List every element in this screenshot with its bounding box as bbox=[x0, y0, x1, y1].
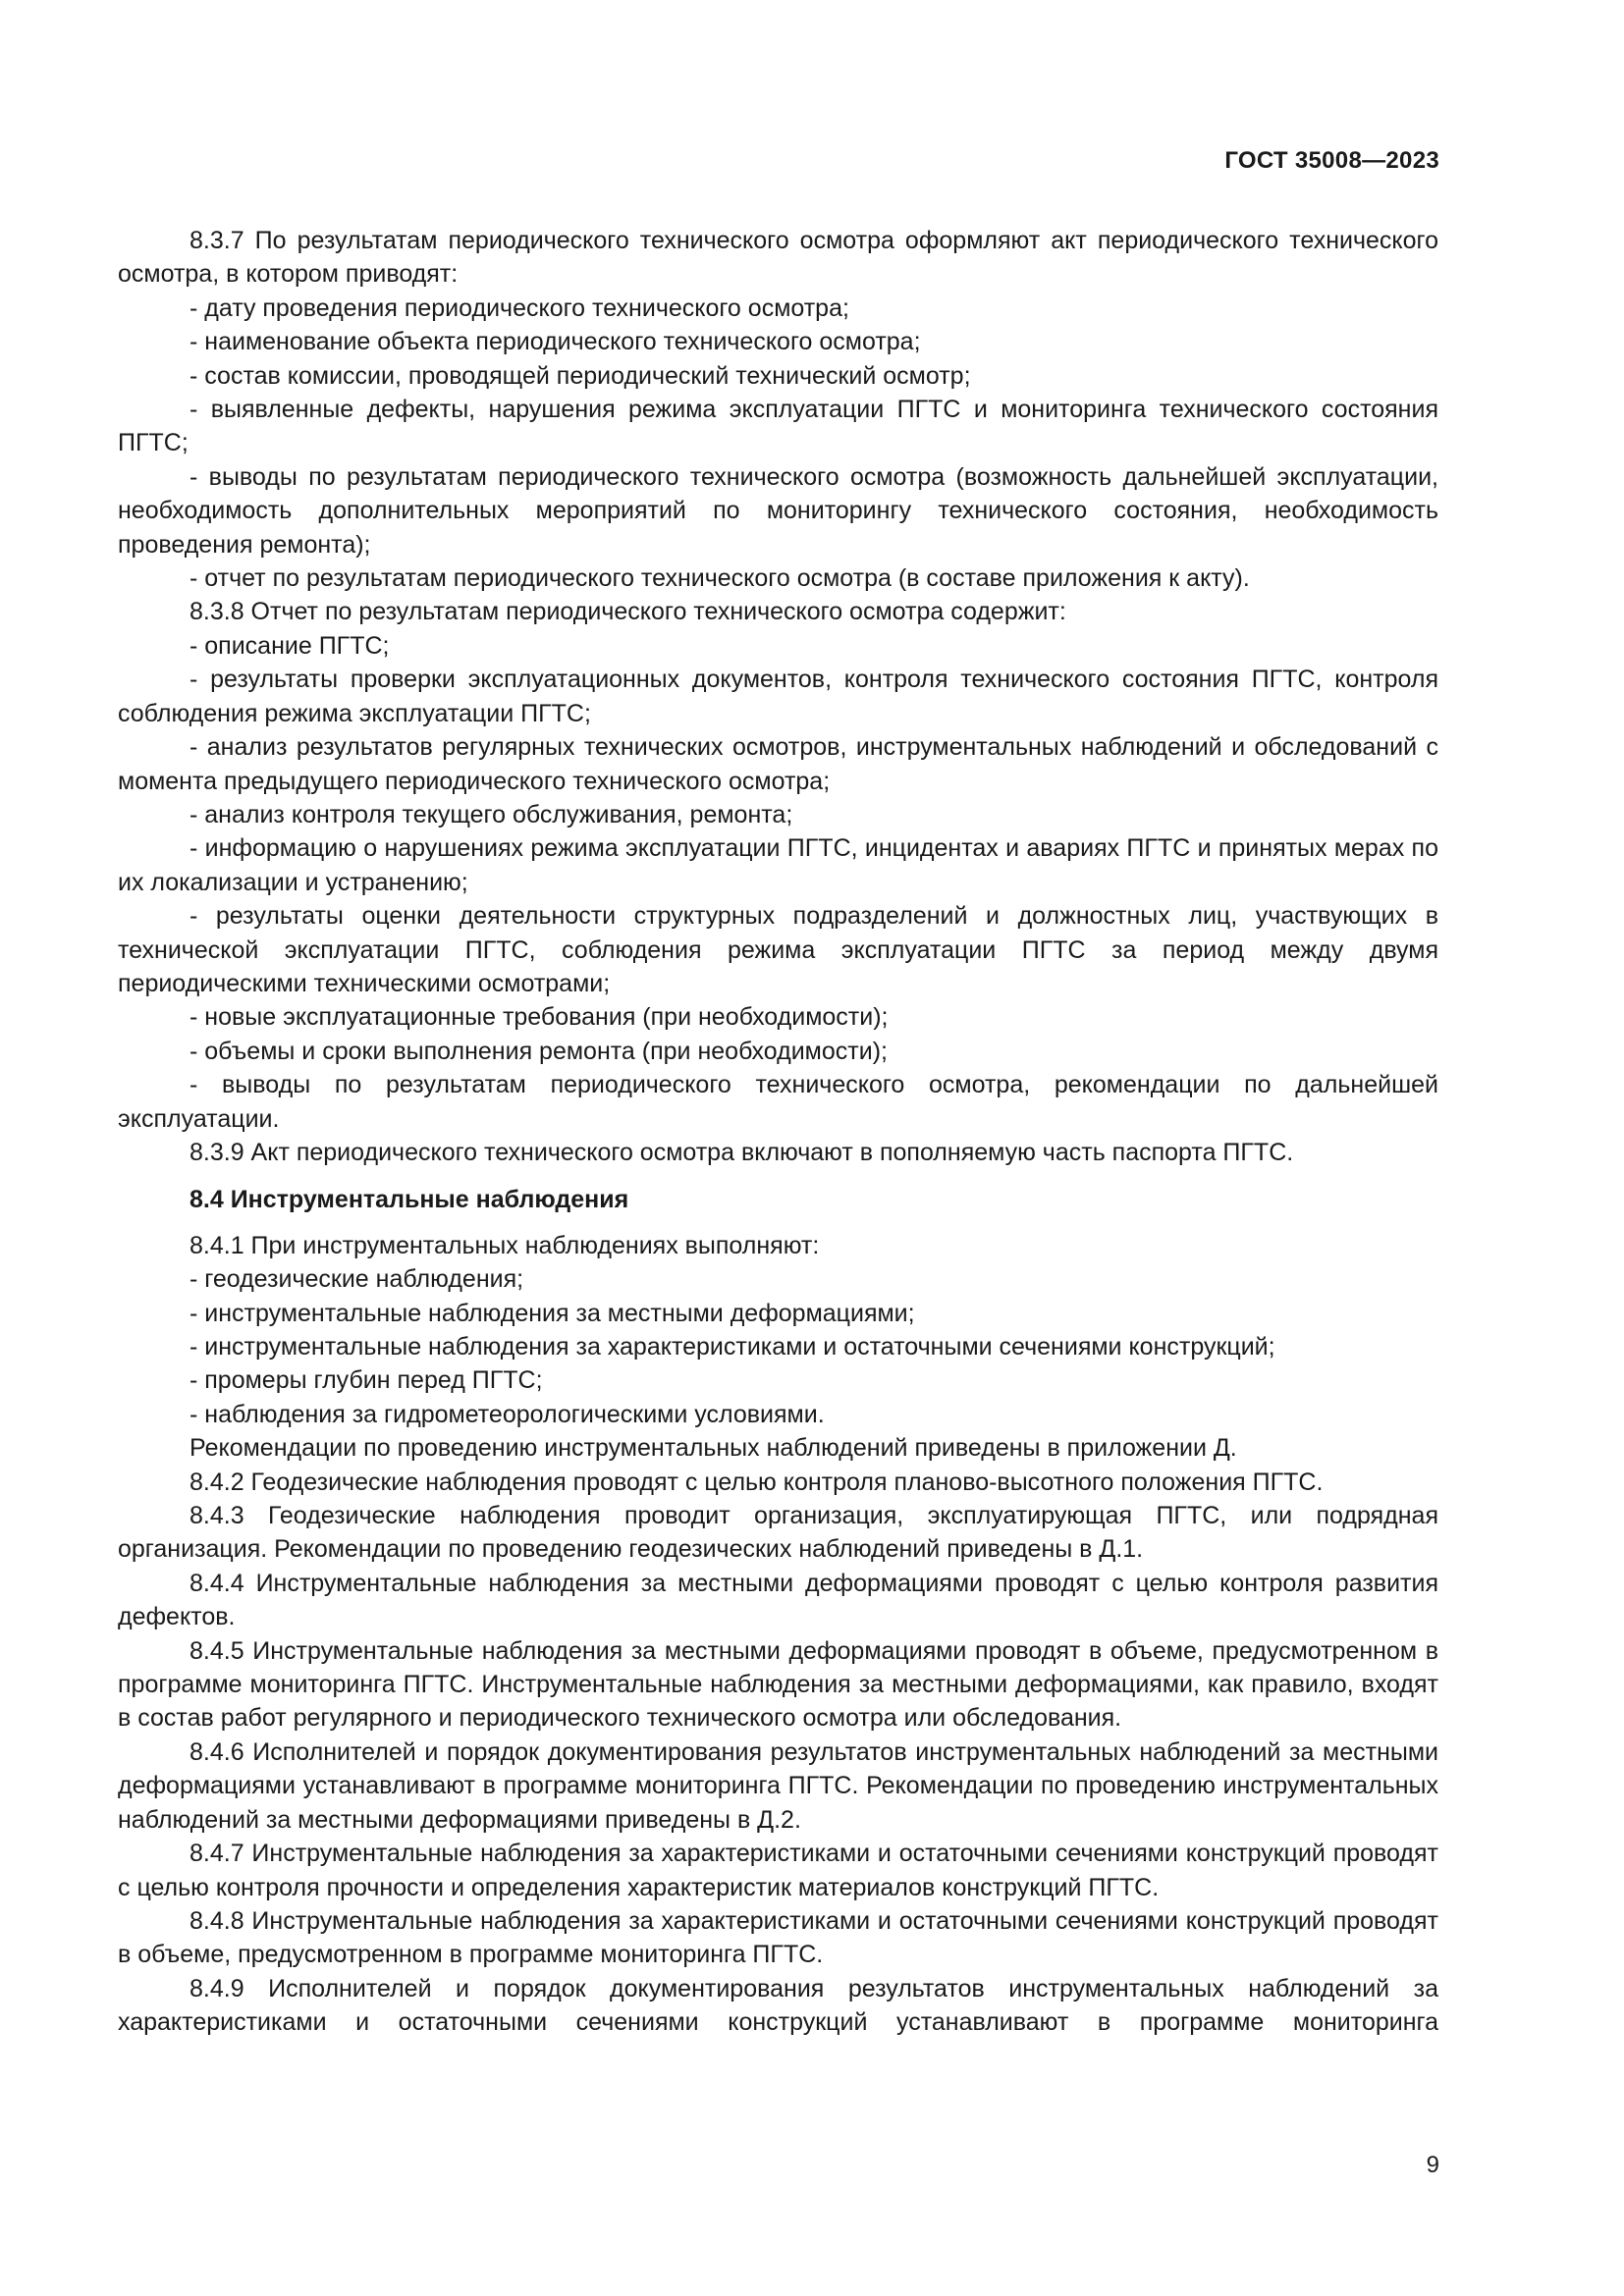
paragraph: 8.3.9 Акт периодического технического осмотра включают в пополняемую часть паспорта ПГТС. bbox=[189, 1138, 1294, 1166]
list-item: - промеры глубин перед ПГТС; bbox=[189, 1366, 543, 1395]
list-item: - анализ контроля текущего обслуживания, ремонта; bbox=[189, 800, 793, 828]
list-item: - новые эксплуатационные требования (при необходимости); bbox=[189, 1003, 889, 1032]
paragraph: 8.4.6 Исполнителей и порядок документирования результатов инструментальных наблюдений за местными деформациями устанавливают в программе мониторинга ПГТС. Рекомендации по проведению инструментальных наблюдений за местными деформациями приведены в Д.2. bbox=[118, 1737, 1438, 1834]
list-item: - состав комиссии, проводящей периодический технический осмотр; bbox=[189, 361, 971, 390]
paragraph: 8.3.8 Отчет по результатам периодического технического осмотра содержит: bbox=[189, 598, 1066, 626]
list-item: - наименование объекта периодического технического осмотра; bbox=[189, 328, 921, 356]
list-item: - дату проведения периодического технического осмотра; bbox=[189, 294, 849, 322]
list-item: - описание ПГТС; bbox=[189, 631, 390, 660]
document-body bbox=[118, 224, 1438, 2040]
paragraph: 8.4.7 Инструментальные наблюдения за характеристиками и остаточными сечениями конструкций проводят с целью контроля прочности и определения характеристик материалов конструкций ПГТС. bbox=[118, 1840, 1438, 1901]
list-item: - инструментальные наблюдения за характеристиками и остаточными сечениями конструкций; bbox=[189, 1333, 1275, 1361]
list-item: - выводы по результатам периодического технического осмотра, рекомендации по дальнейшей эксплуатации. bbox=[118, 1071, 1438, 1133]
list-item: - геодезические наблюдения; bbox=[189, 1265, 524, 1294]
list-item: - наблюдения за гидрометеорологическими условиями. bbox=[189, 1400, 825, 1428]
section-heading: 8.4 Инструментальные наблюдения bbox=[189, 1186, 629, 1214]
paragraph: 8.4.9 Исполнителей и порядок документирования результатов инструментальных наблюдений за характеристиками и остаточными сечениями конструкций устанавливают в программе мониторинга bbox=[118, 1974, 1438, 2037]
list-item: - выявленные дефекты, нарушения режима эксплуатации ПГТС и мониторинга технического состояния ПГТС; bbox=[118, 396, 1438, 457]
list-item: - отчет по результатам периодического технического осмотра (в составе приложения к акту). bbox=[189, 564, 1250, 593]
list-item: - выводы по результатам периодического технического осмотра (возможность дальнейшей эксплуатации, необходимость дополнительных мероприятий по мониторингу технического состояния, необходимость проведения ремонта); bbox=[118, 462, 1438, 559]
document-id: ГОСТ 35008—2023 bbox=[1224, 147, 1439, 174]
list-item: - объемы и сроки выполнения ремонта (при необходимости); bbox=[189, 1037, 888, 1065]
list-item: - информацию о нарушениях режима эксплуатации ПГТС, инцидентах и авариях ПГТС и принятых мерах по их локализации и устранению; bbox=[118, 834, 1438, 896]
paragraph: 8.3.7 По результатам периодического технического осмотра оформляют акт периодического технического осмотра, в котором приводят: bbox=[118, 227, 1438, 289]
list-item: - результаты проверки эксплуатационных документов, контроля технического состояния ПГТС, контроля соблюдения режима эксплуатации ПГТС; bbox=[118, 666, 1438, 727]
paragraph: 8.4.8 Инструментальные наблюдения за характеристиками и остаточными сечениями конструкций проводят в объеме, предусмотренном в программе мониторинга ПГТС. bbox=[118, 1906, 1438, 1969]
paragraph: 8.4.2 Геодезические наблюдения проводят с целью контроля планово-высотного положения ПГТС. bbox=[189, 1468, 1324, 1496]
paragraph: 8.4.1 При инструментальных наблюдениях выполняют: bbox=[189, 1231, 820, 1259]
paragraph: 8.4.4 Инструментальные наблюдения за местными деформациями проводят с целью контроля развития дефектов. bbox=[118, 1569, 1438, 1631]
paragraph: 8.4.5 Инструментальные наблюдения за местными деформациями проводят в объеме, предусмотренном в программе мониторинга ПГТС. Инструментальные наблюдения за местными деформациями, как правило, входят в состав работ регулярного и периодического технического осмотра или обследования. bbox=[118, 1636, 1438, 1733]
list-item: - анализ результатов регулярных технических осмотров, инструментальных наблюдений и обследований с момента предыдущего периодического технического осмотра; bbox=[118, 733, 1438, 795]
paragraph: Рекомендации по проведению инструментальных наблюдений приведены в приложении Д. bbox=[189, 1434, 1237, 1463]
list-item: - результаты оценки деятельности структурных подразделений и должностных лиц, участвующих в технической эксплуатации ПГТС, соблюдения режима эксплуатации ПГТС за период между двумя периодическими техническими осмотрами; bbox=[118, 902, 1438, 997]
page-number: 9 bbox=[1426, 2152, 1439, 2178]
list-item: - инструментальные наблюдения за местными деформациями; bbox=[189, 1299, 915, 1327]
paragraph: 8.4.3 Геодезические наблюдения проводит организация, эксплуатирующая ПГТС, или подрядная организация. Рекомендации по проведению геодезических наблюдений приведены в Д.1. bbox=[118, 1502, 1438, 1564]
